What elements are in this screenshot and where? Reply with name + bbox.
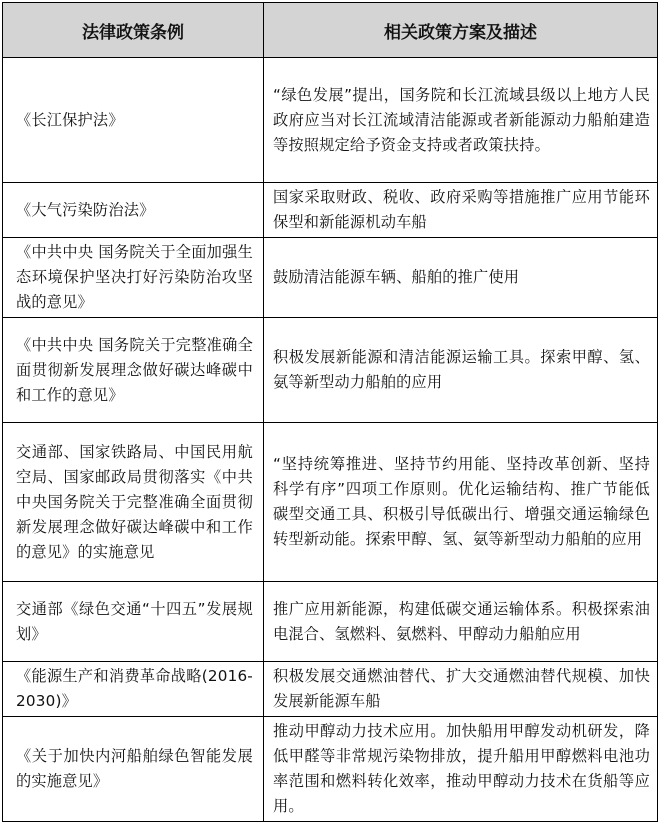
description-cell: 鼓励清洁能源车辆、船舶的推广使用 — [264, 238, 658, 318]
law-cell: 《中共中央 国务院关于全面加强生态环境保护坚决打好污染防治攻坚战的意见》 — [3, 238, 264, 318]
description-cell: “绿色发展”提出，国务院和长江流域县级以上地方人民政府应当对长江流域清洁能源或者新能源动力船舶建造等按照规定给予资金支持或者政策扶持。 — [264, 58, 658, 183]
law-cell: 交通部《绿色交通“十四五”发展规划》 — [3, 582, 264, 662]
table-row — [3, 662, 658, 717]
table-row — [3, 238, 658, 318]
law-cell: 《长江保护法》 — [3, 58, 264, 183]
law-cell: 《中共中央 国务院关于完整准确全面贯彻新发展理念做好碳达峰碳中和工作的意见》 — [3, 318, 264, 423]
table-row — [3, 318, 658, 423]
description-cell: 积极发展交通燃油替代、扩大交通燃油替代规模、加快发展新能源车船 — [264, 662, 658, 717]
law-cell: 《能源生产和消费革命战略(2016-2030)》 — [3, 662, 264, 717]
description-cell: 积极发展新能源和清洁能源运输工具。探索甲醇、氢、氨等新型动力船舶的应用 — [264, 318, 658, 423]
law-cell: 《关于加快内河船舶绿色智能发展的实施意见》 — [3, 717, 264, 822]
description-cell: “坚持统筹推进、坚持节约用能、坚持改革创新、坚持科学有序”四项工作原则。优化运输结构、推广节能低碳型交通工具、积极引导低碳出行、增强交通运输绿色转型新动能。探索甲醇、氢、氨等新型动力船舶的应用 — [264, 423, 658, 582]
policy-table — [2, 2, 658, 822]
description-cell: 推动甲醇动力技术应用。加快船用甲醇发动机研发，降低甲醛等非常规污染物排放，提升船用甲醇燃料电池功率范围和燃料转化效率，推动甲醇动力技术在货船等应用。 — [264, 717, 658, 822]
header-law: 法律政策条例 — [3, 3, 264, 58]
header-row — [3, 3, 658, 58]
law-cell: 《大气污染防治法》 — [3, 183, 264, 238]
table-row — [3, 582, 658, 662]
table-row — [3, 58, 658, 183]
table-row — [3, 717, 658, 822]
description-cell: 国家采取财政、税收、政府采购等措施推广应用节能环保型和新能源机动车船 — [264, 183, 658, 238]
description-cell: 推广应用新能源，构建低碳交通运输体系。积极探索油电混合、氢燃料、氨燃料、甲醇动力船舶应用 — [264, 582, 658, 662]
table-row — [3, 423, 658, 582]
table-row — [3, 183, 658, 238]
law-cell: 交通部、国家铁路局、中国民用航空局、国家邮政局贯彻落实《中共中央国务院关于完整准确全面贯彻新发展理念做好碳达峰碳中和工作的意见》的实施意见 — [3, 423, 264, 582]
header-description: 相关政策方案及描述 — [264, 3, 658, 58]
